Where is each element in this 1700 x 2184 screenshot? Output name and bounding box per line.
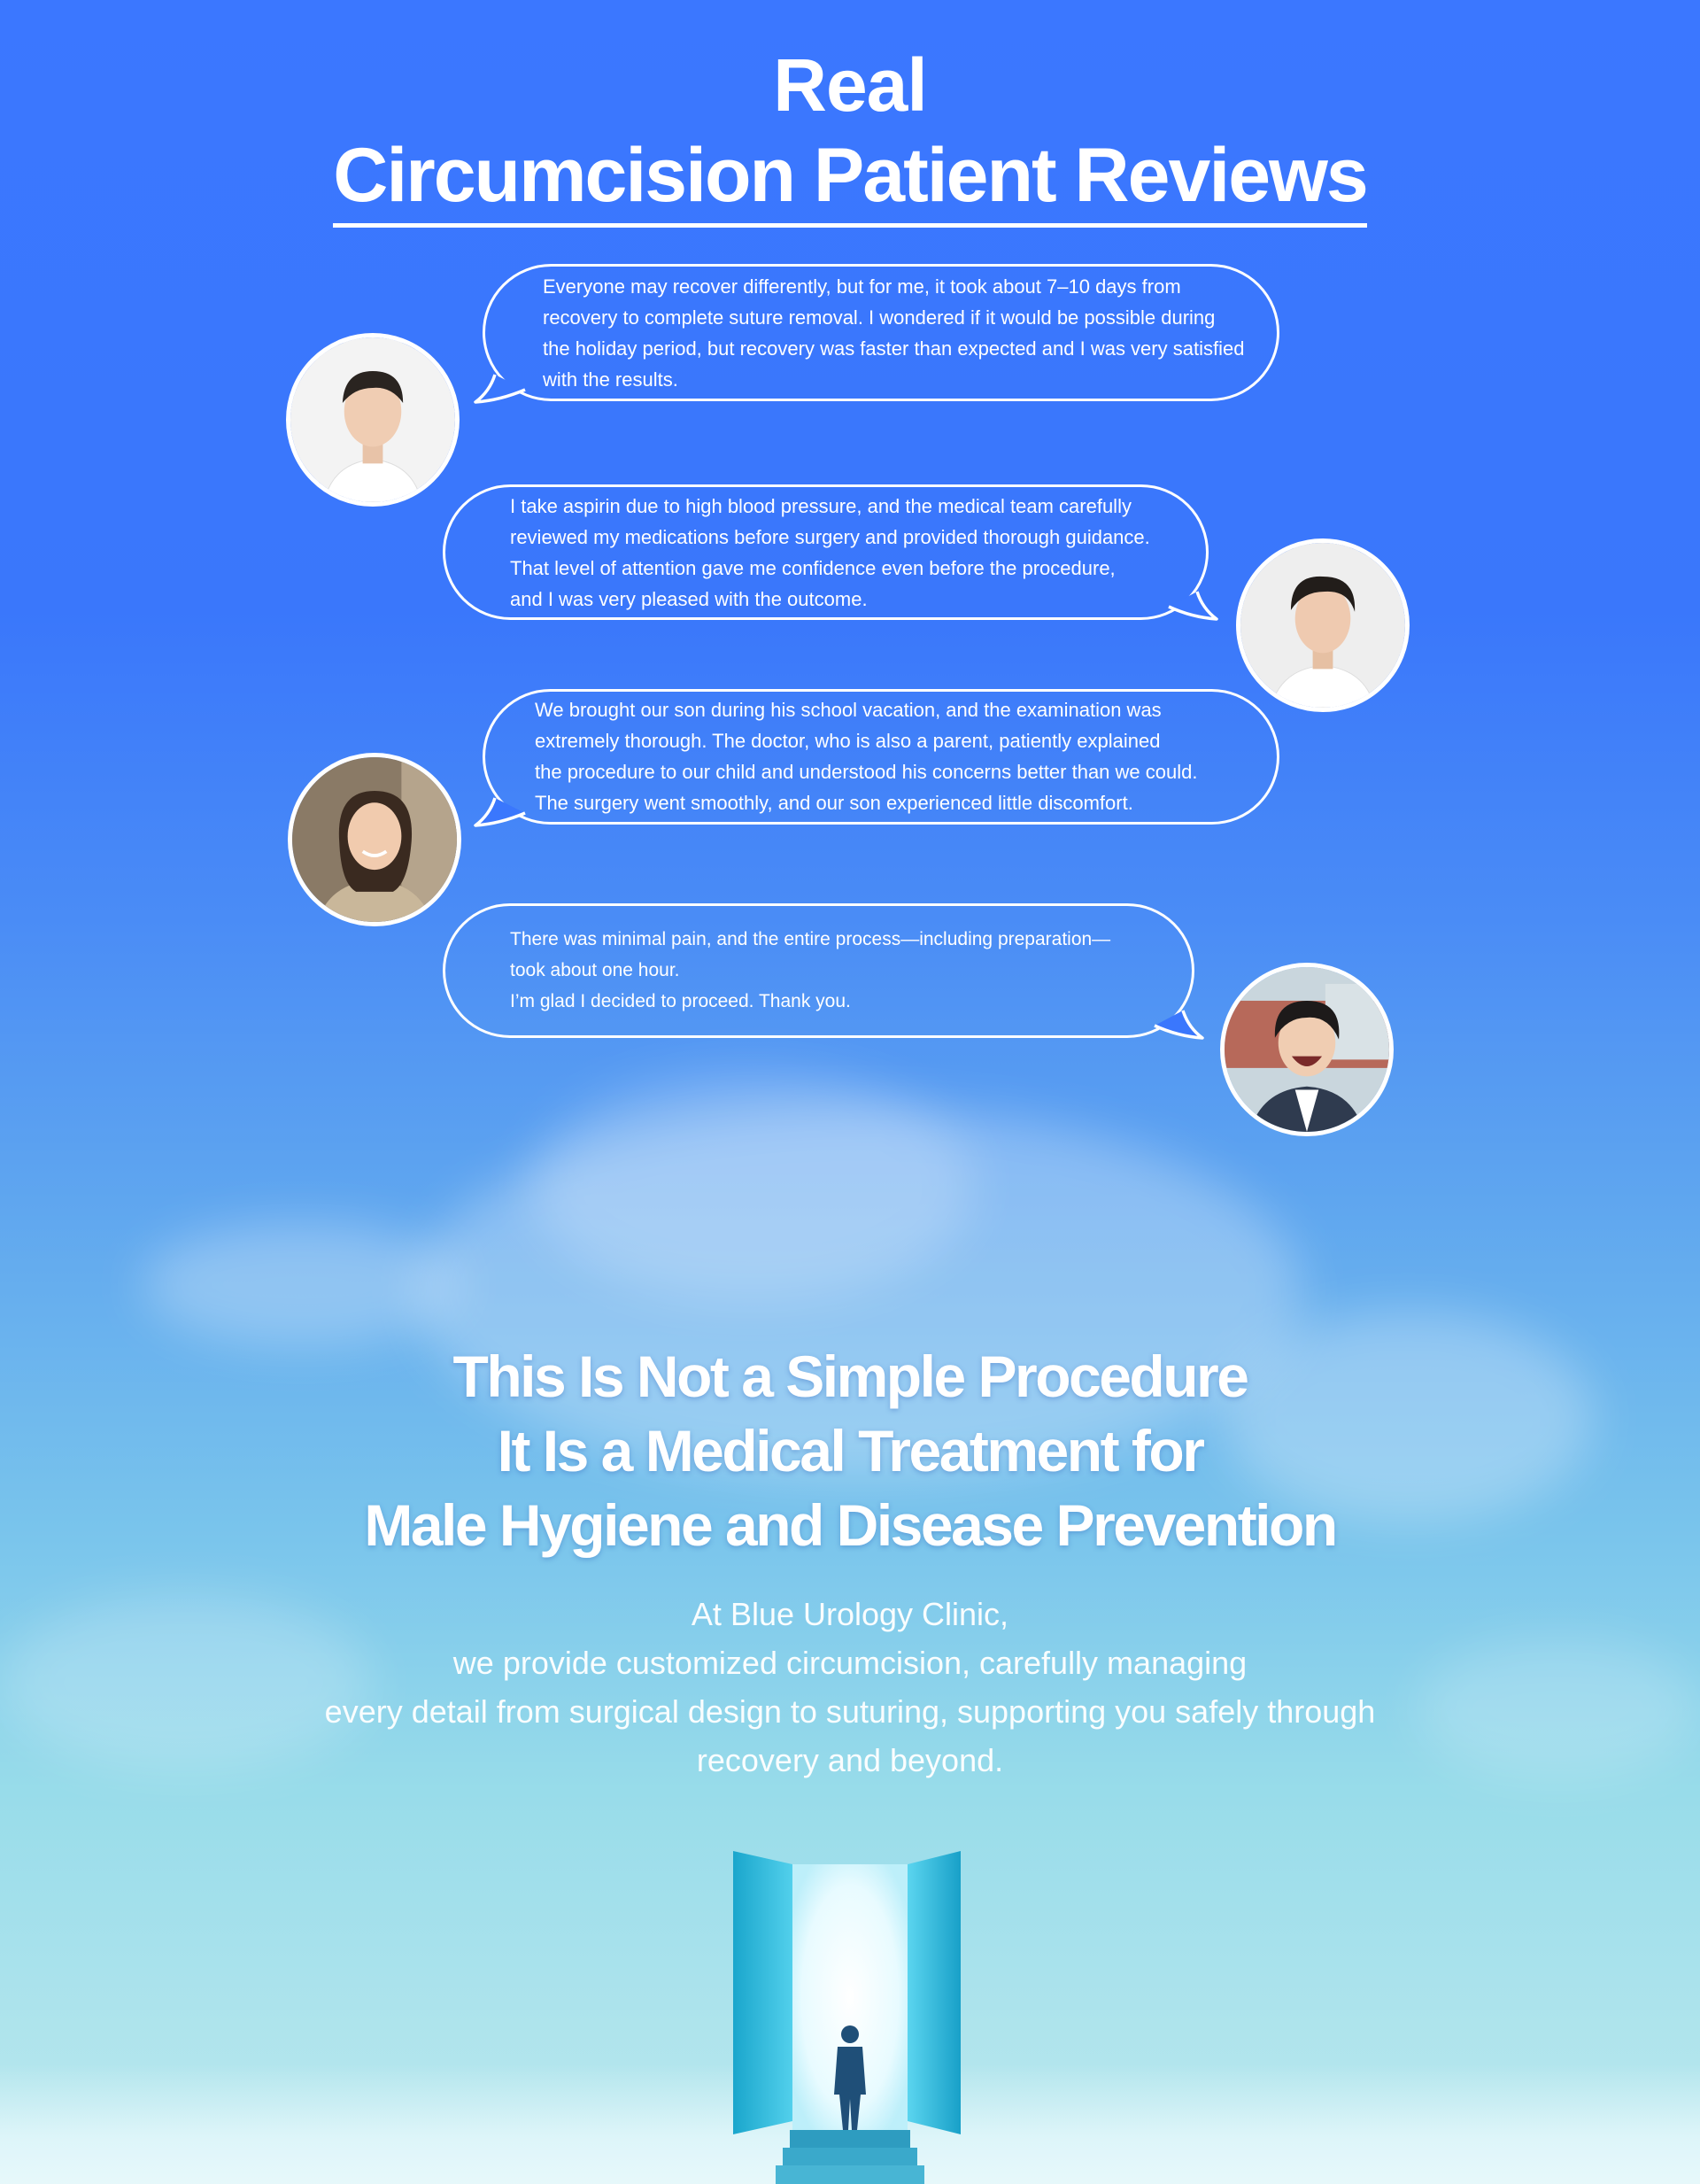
bubble-tail <box>1153 1008 1206 1043</box>
avatar-student <box>1220 963 1394 1136</box>
title-line-1: Real <box>773 43 927 127</box>
bubble-tail <box>1167 589 1220 624</box>
review-text-1: Everyone may recover differently, but for me, it took about 7–10 days from recovery to complete suture removal. I wondered if it would be possible during the holiday period, but recovery was faster than expected and I was very satisfied with the results. <box>543 275 1245 391</box>
headline-line-2: It Is a Medical Treatment for <box>497 1418 1203 1483</box>
headline <box>0 1339 1700 1562</box>
subcopy-line-4: recovery and beyond. <box>696 1742 1004 1778</box>
open-door-illustration <box>691 1838 1009 2184</box>
avatar-young-man-1 <box>286 333 460 507</box>
cloud <box>531 1072 974 1302</box>
avatar-woman <box>288 753 461 926</box>
reviews-title <box>0 41 1700 228</box>
headline-line-1: This Is Not a Simple Procedure <box>452 1344 1248 1409</box>
bubble-tail <box>474 372 527 407</box>
review-text-4: There was minimal pain, and the entire process—including preparation— took about one hour. I’m glad I decided to proceed. Thank you. <box>510 929 1111 1011</box>
subcopy <box>0 1590 1700 1785</box>
subcopy-line-3: every detail from surgical design to suturing, supporting you safely through <box>324 1693 1376 1730</box>
cloud <box>142 1222 460 1346</box>
subcopy-line-2: we provide customized circumcision, carefully managing <box>452 1645 1248 1681</box>
title-line-2: Circumcision Patient Reviews <box>333 129 1367 228</box>
bubble-tail <box>474 795 527 831</box>
review-text-2: I take aspirin due to high blood pressure, and the medical team carefully reviewed my medications before surgery and provided thorough guidance. That level of attention gave me confidence even before the procedure, and I was very pleased with the outcome. <box>510 495 1150 610</box>
review-text-3: We brought our son during his school vacation, and the examination was extremely thorough. The doctor, who is also a parent, patiently explained the procedure to our child and understood his concerns better than we could. The surgery went smoothly, and our son experienced little discomfort. <box>535 699 1198 814</box>
avatar-young-man-2 <box>1236 538 1410 712</box>
headline-line-3: Male Hygiene and Disease Prevention <box>364 1492 1336 1558</box>
subcopy-line-1: At Blue Urology Clinic, <box>691 1596 1009 1632</box>
